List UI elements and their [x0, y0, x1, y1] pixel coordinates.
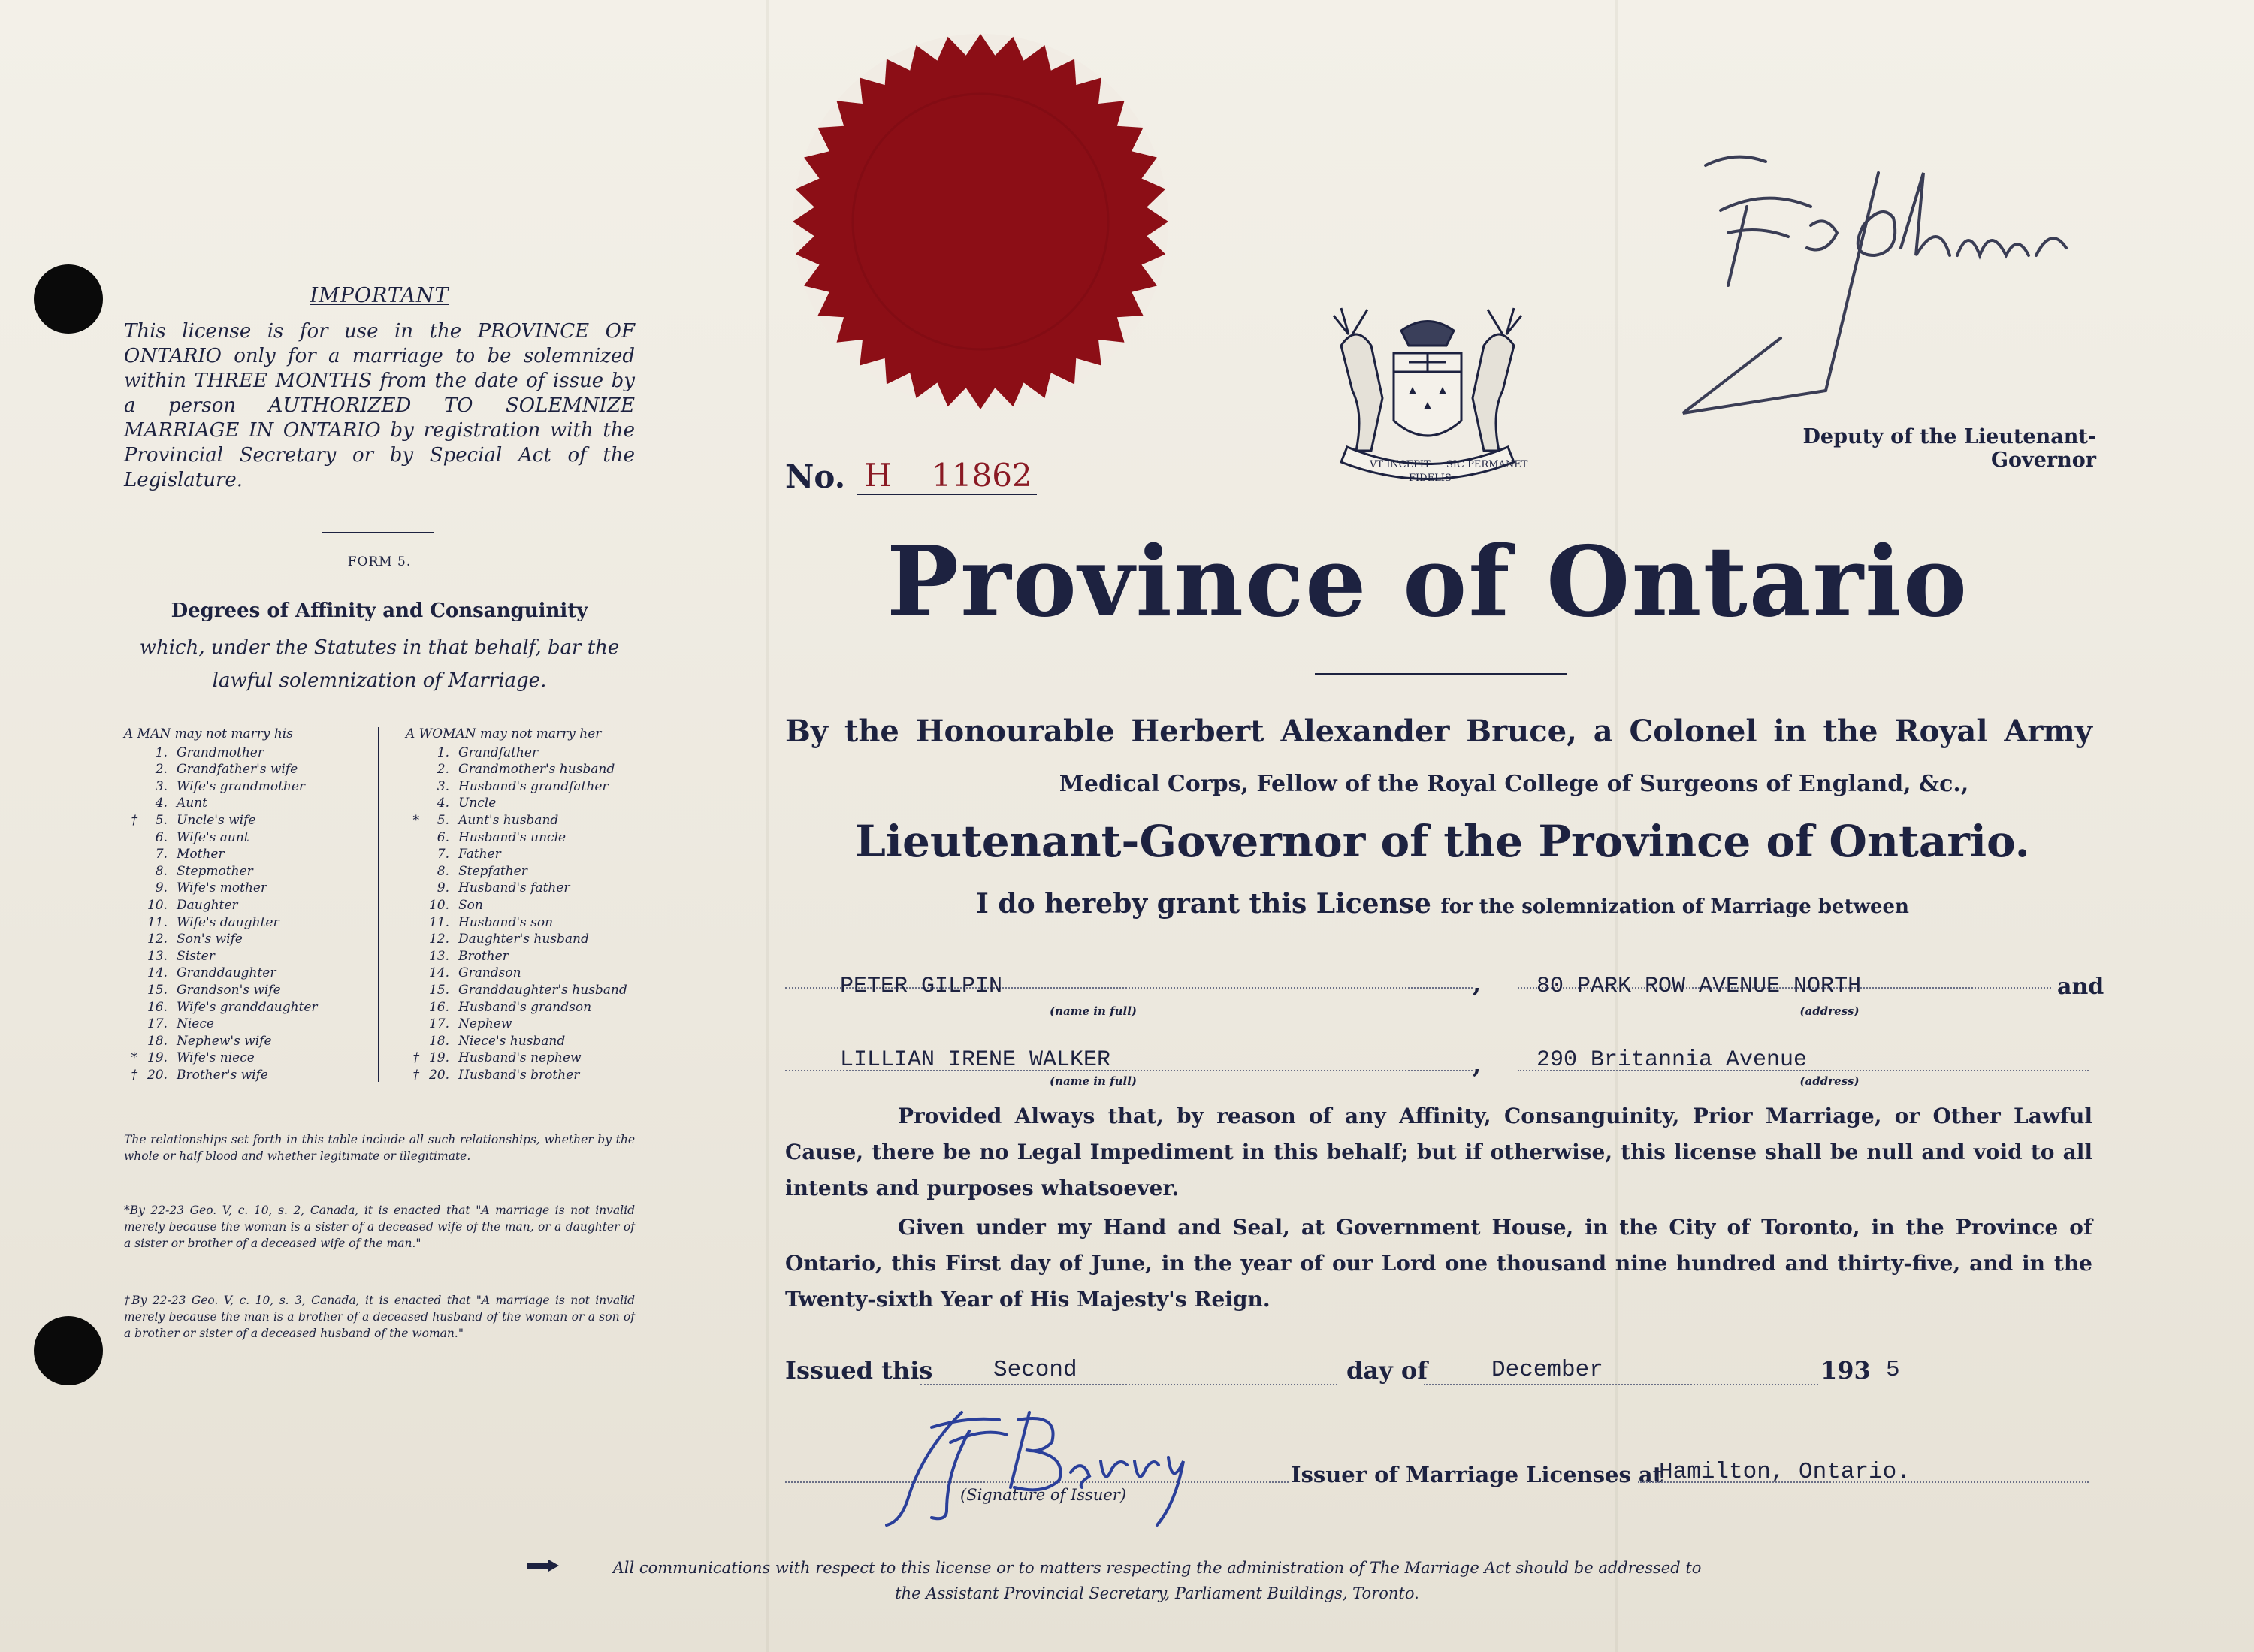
- and-word: and: [2057, 974, 2104, 1000]
- item-mark: *: [131, 1050, 137, 1066]
- grant-line: [751, 888, 2134, 920]
- woman-list-item: [406, 931, 654, 948]
- woman-list-item: [406, 948, 654, 965]
- item-mark: [406, 931, 419, 948]
- item-text: Brother's wife: [177, 1067, 268, 1083]
- item-mark: *: [412, 812, 419, 828]
- ontario-coat-of-arms: [1311, 301, 1544, 503]
- item-mark: †: [412, 1050, 419, 1066]
- man-list-item: [124, 965, 376, 982]
- item-number: 11.: [428, 914, 449, 930]
- woman-list-item: [406, 914, 654, 932]
- item-mark: [124, 948, 137, 965]
- item-number: 5.: [155, 812, 168, 828]
- license-number-label: No.: [785, 458, 846, 495]
- item-text: Wife's granddaughter: [177, 999, 318, 1015]
- issuer-location: Hamilton, Ontario.: [1659, 1459, 1911, 1485]
- item-number: 3.: [155, 778, 168, 794]
- item-number: 7.: [437, 847, 449, 862]
- item-mark: [406, 914, 419, 932]
- footer-line-2: the Assistant Provincial Secretary, Parliament Buildings, Toronto.: [895, 1584, 1419, 1602]
- woman-list-item: [406, 778, 654, 796]
- crest-motto-left: VT INCEPIT: [1370, 459, 1431, 470]
- issued-month-line: [1424, 1382, 1818, 1385]
- item-text: Grandfather's wife: [177, 762, 298, 778]
- item-number: 14.: [428, 965, 449, 981]
- man-list-item: [124, 863, 376, 880]
- item-number: 10.: [147, 897, 168, 913]
- item-mark: [406, 948, 419, 965]
- woman-list-item: [406, 846, 654, 863]
- item-number: 6.: [437, 829, 449, 845]
- woman-list-item: [406, 1067, 654, 1084]
- item-number: 1.: [155, 744, 168, 760]
- day-of-label: day of: [1346, 1356, 1428, 1385]
- item-number: 14.: [147, 965, 168, 981]
- important-heading: IMPORTANT: [310, 284, 449, 307]
- item-text: Uncle's wife: [177, 812, 256, 828]
- woman-list-heading: A WOMAN may not marry her: [406, 726, 602, 741]
- provided-clause: Provided Always that, by reason of any Affinity, Consanguinity, Prior Marriage, or Other Lawful Cause, there be no Legal Impediment in this behalf; but if otherwise, this license shall be null and void to all intents and purposes whatsoever.: [785, 1104, 2092, 1200]
- item-text: Niece's husband: [458, 1033, 566, 1049]
- item-text: Niece: [177, 1016, 214, 1032]
- item-text: Husband's nephew: [458, 1050, 582, 1066]
- item-number: 20.: [147, 1067, 168, 1083]
- item-text: Husband's son: [458, 914, 554, 930]
- woman-list-item: [406, 761, 654, 778]
- note-relationships: The relationships set forth in this table include all such relationships, whether by the whole or half blood and whether legitimate or illegitimate.: [124, 1133, 635, 1163]
- item-number: 16.: [428, 999, 449, 1015]
- column-divider: [378, 727, 379, 1082]
- deputy-signature: [1675, 143, 2096, 451]
- year-suffix: 5: [1886, 1357, 1900, 1383]
- item-text: Grandmother's husband: [458, 762, 615, 778]
- man-list-item: [124, 1033, 376, 1050]
- item-text: Wife's mother: [177, 880, 267, 896]
- title-rule: [1315, 673, 1567, 675]
- man-list-item: [124, 880, 376, 897]
- issued-day-line: [920, 1382, 1337, 1385]
- deputy-label: Deputy of the Lieutenant-Governor: [1802, 425, 2096, 472]
- item-mark: [124, 846, 137, 863]
- item-mark: [124, 829, 137, 847]
- party1-name-caption: (name in full): [1049, 1004, 1138, 1018]
- item-text: Husband's father: [458, 880, 570, 896]
- item-number: 17.: [147, 1016, 168, 1032]
- item-number: 13.: [428, 948, 449, 964]
- issued-day: Second: [993, 1357, 1077, 1383]
- item-number: 11.: [147, 914, 168, 930]
- crest-motto-right: SIC PERMANET: [1446, 459, 1528, 470]
- woman-list-item: [406, 982, 654, 999]
- party2-name-caption: (name in full): [1049, 1074, 1138, 1088]
- item-mark: [124, 778, 137, 796]
- man-list: [124, 726, 376, 1083]
- woman-list-item: [406, 1033, 654, 1050]
- item-text: Daughter: [177, 897, 238, 913]
- item-mark: [124, 999, 137, 1016]
- item-text: Husband's uncle: [458, 829, 567, 845]
- item-number: 2.: [437, 762, 449, 778]
- item-mark: [406, 744, 419, 762]
- item-number: 8.: [437, 863, 449, 879]
- item-number: 7.: [155, 847, 168, 862]
- item-mark: [406, 880, 419, 897]
- note-dagger: †By 22-23 Geo. V, c. 10, s. 3, Canada, it is enacted that "A marriage is not invalid merely because the man is a brother of a deceased husband of the woman or a son of a brother or sister of a deceased husband of the woman.": [124, 1294, 635, 1340]
- item-text: Stepfather: [458, 863, 527, 879]
- item-number: 12.: [428, 932, 449, 947]
- item-mark: [406, 1033, 419, 1050]
- item-text: Granddaughter: [177, 965, 276, 981]
- item-number: 9.: [155, 880, 168, 896]
- item-text: Husband's grandfather: [458, 778, 609, 794]
- woman-list-item: [406, 863, 654, 880]
- crest-motto-center: FIDELIS: [1409, 473, 1452, 484]
- item-number: 13.: [147, 948, 168, 964]
- license-number: [857, 457, 1037, 495]
- item-mark: [406, 761, 419, 778]
- item-text: Nephew's wife: [177, 1033, 272, 1049]
- item-text: Grandmother: [177, 744, 264, 760]
- item-text: Daughter's husband: [458, 932, 589, 947]
- issuer-title: Lieutenant-Governor of the Province of Ontario.: [855, 816, 2030, 867]
- item-mark: [406, 846, 419, 863]
- woman-list-item: [406, 1049, 654, 1067]
- woman-list: [406, 726, 654, 1083]
- item-mark: [406, 1016, 419, 1033]
- item-mark: [406, 829, 419, 847]
- item-number: 8.: [155, 863, 168, 879]
- item-mark: [406, 778, 419, 796]
- item-text: Grandfather: [458, 744, 539, 760]
- issued-month: December: [1491, 1357, 1603, 1383]
- item-number: 2.: [155, 762, 168, 778]
- grant-line-rest: for the solemnization of Marriage between: [1440, 895, 1909, 918]
- man-list-item: [124, 829, 376, 847]
- woman-list-item: [406, 965, 654, 982]
- item-mark: [124, 863, 137, 880]
- man-list-item: [124, 931, 376, 948]
- affinity-title: Degrees of Affinity and Consanguinity: [171, 599, 588, 622]
- item-mark: [406, 999, 419, 1016]
- item-number: 1.: [437, 744, 449, 760]
- item-text: Sister: [177, 948, 215, 964]
- item-mark: [124, 1033, 137, 1050]
- woman-list-item: [406, 880, 654, 897]
- issued-label: Issued this: [785, 1356, 933, 1385]
- note-star: *By 22-23 Geo. V, c. 10, s. 2, Canada, it is enacted that "A marriage is not invalid merely because the woman is a sister of a deceased wife of the man, or a daughter of a sister or brother of a deceased wife of the man.": [124, 1204, 635, 1250]
- item-text: Son: [458, 897, 483, 913]
- item-number: 4.: [437, 796, 449, 811]
- man-list-heading: A MAN may not marry his: [124, 726, 293, 741]
- important-notice: This license is for use in the PROVINCE OF ONTARIO only for a marriage to be solemnized within THREE MONTHS from the date of issue by a person AUTHORIZED TO SOLEMNIZE MARRIAGE IN ONTARIO by registration with the Provincial Secretary or by Special Act of the Legislature.: [124, 320, 635, 491]
- man-list-item: [124, 795, 376, 812]
- item-text: Husband's grandson: [458, 999, 592, 1015]
- item-text: Grandson's wife: [177, 982, 281, 998]
- signature-caption: (Signature of Issuer): [960, 1486, 1127, 1504]
- item-mark: [124, 931, 137, 948]
- party2-address-caption: (address): [1799, 1074, 1860, 1088]
- item-mark: [406, 982, 419, 999]
- man-list-item: [124, 846, 376, 863]
- item-number: 20.: [428, 1067, 449, 1083]
- item-text: Husband's brother: [458, 1067, 580, 1083]
- item-text: Aunt's husband: [458, 812, 559, 828]
- party1-address: 80 PARK ROW AVENUE NORTH: [1536, 974, 1862, 999]
- party1-address-caption: (address): [1799, 1004, 1860, 1018]
- woman-list-item: [406, 1016, 654, 1033]
- footer-note: [571, 1555, 1743, 1606]
- woman-list-item: [406, 999, 654, 1016]
- item-mark: [406, 795, 419, 812]
- item-text: Wife's niece: [177, 1050, 255, 1066]
- party2-address: 290 Britannia Avenue: [1536, 1047, 1808, 1073]
- party2-comma: ,: [1473, 1050, 1482, 1079]
- man-list-item: [124, 778, 376, 796]
- man-list-item: [124, 897, 376, 914]
- footer-line-1: All communications with respect to this license or to matters respecting the administration of The Marriage Act should be addressed to: [612, 1559, 1702, 1577]
- party1-comma: ,: [1473, 969, 1482, 998]
- man-list-item: [124, 948, 376, 965]
- item-mark: [124, 897, 137, 914]
- red-wax-seal: [781, 23, 1180, 421]
- item-number: 9.: [437, 880, 449, 896]
- item-number: 4.: [155, 796, 168, 811]
- document-title: Province of Ontario: [886, 526, 1969, 639]
- item-mark: [124, 761, 137, 778]
- binder-hole-top: [34, 264, 103, 334]
- item-text: Brother: [458, 948, 509, 964]
- grant-line-main: I do hereby grant this License: [976, 888, 1431, 920]
- item-mark: [124, 965, 137, 982]
- item-text: Uncle: [458, 796, 497, 811]
- item-mark: [124, 982, 137, 999]
- item-mark: [406, 863, 419, 880]
- woman-list-item: [406, 829, 654, 847]
- item-number: 16.: [147, 999, 168, 1015]
- item-number: 17.: [428, 1016, 449, 1032]
- divider: [322, 532, 434, 533]
- item-number: 19.: [428, 1050, 449, 1066]
- pointing-hand-icon: [526, 1558, 560, 1575]
- binder-hole-bottom: [34, 1316, 103, 1385]
- item-text: Wife's aunt: [177, 829, 249, 845]
- item-text: Aunt: [177, 796, 208, 811]
- item-mark: [406, 897, 419, 914]
- item-text: Father: [458, 847, 501, 862]
- item-text: Wife's daughter: [177, 914, 279, 930]
- item-number: 10.: [428, 897, 449, 913]
- item-text: Son's wife: [177, 932, 243, 947]
- item-number: 6.: [155, 829, 168, 845]
- item-mark: †: [131, 1067, 137, 1083]
- woman-list-item: [406, 812, 654, 829]
- item-text: Granddaughter's husband: [458, 982, 627, 998]
- form-number: FORM 5.: [347, 554, 412, 569]
- issuer-signature: [879, 1397, 1195, 1529]
- man-list-item: [124, 914, 376, 932]
- item-mark: [124, 795, 137, 812]
- issuer-line-2: Medical Corps, Fellow of the Royal College of Surgeons of England, &c.,: [1059, 771, 1969, 797]
- item-number: 12.: [147, 932, 168, 947]
- item-text: Grandson: [458, 965, 521, 981]
- item-mark: †: [412, 1067, 419, 1083]
- issuer-label: Issuer of Marriage Licenses at: [1291, 1462, 1663, 1487]
- woman-list-item: [406, 795, 654, 812]
- item-mark: [124, 744, 137, 762]
- item-number: 18.: [428, 1033, 449, 1049]
- given-clause: Given under my Hand and Seal, at Government House, in the City of Toronto, in the Province of Ontario, this First day of June, in the year of our Lord one thousand nine hundred and thirty-five, and in the Twenty-sixth Year of His Majesty's Reign.: [785, 1215, 2092, 1312]
- item-number: 15.: [428, 982, 449, 998]
- item-number: 19.: [147, 1050, 168, 1066]
- woman-list-item: [406, 897, 654, 914]
- item-mark: [124, 880, 137, 897]
- woman-list-item: [406, 744, 654, 762]
- license-number-value: H 11862: [864, 457, 1032, 494]
- item-number: 3.: [437, 778, 449, 794]
- man-list-item: [124, 999, 376, 1016]
- item-mark: †: [131, 812, 137, 828]
- issuer-line-1: By the Honourable Herbert Alexander Bruce, a Colonel in the Royal Army: [785, 714, 2092, 749]
- item-number: 15.: [147, 982, 168, 998]
- item-mark: [406, 965, 419, 982]
- year-prefix: 193: [1820, 1356, 1871, 1385]
- man-list-item: [124, 812, 376, 829]
- affinity-subtitle: which, under the Statutes in that behalf, bar the lawful solemnization of Marriage.: [139, 636, 620, 692]
- item-text: Stepmother: [177, 863, 253, 879]
- man-list-item: [124, 1067, 376, 1084]
- item-text: Nephew: [458, 1016, 512, 1032]
- party2-name: LILLIAN IRENE WALKER: [840, 1047, 1111, 1073]
- item-number: 18.: [147, 1033, 168, 1049]
- man-list-item: [124, 761, 376, 778]
- item-text: Wife's grandmother: [177, 778, 306, 794]
- item-mark: [124, 1016, 137, 1033]
- man-list-item: [124, 1049, 376, 1067]
- party1-name: PETER GILPIN: [840, 974, 1003, 999]
- item-mark: [124, 914, 137, 932]
- item-text: Mother: [177, 847, 225, 862]
- man-list-item: [124, 1016, 376, 1033]
- item-number: 5.: [437, 812, 449, 828]
- man-list-item: [124, 982, 376, 999]
- man-list-item: [124, 744, 376, 762]
